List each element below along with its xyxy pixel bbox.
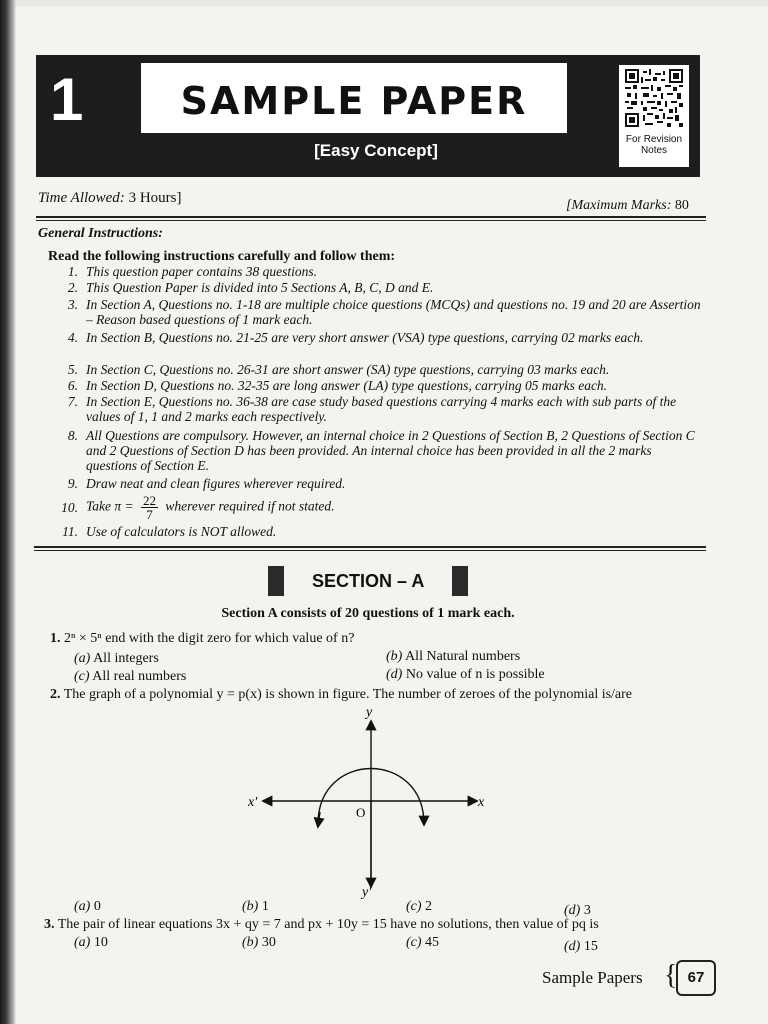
marks-label: [Maximum Marks: <box>566 198 672 213</box>
option-text: 45 <box>425 935 440 950</box>
option-label: (d) <box>564 903 581 918</box>
section-title: SECTION – A <box>312 571 425 591</box>
instruction-text: This question paper contains 38 questions. <box>86 264 318 279</box>
option-a[interactable] <box>74 651 159 667</box>
x-prime-label: x′ <box>248 795 258 810</box>
polynomial-graph <box>236 700 506 900</box>
divider-bottom <box>34 546 706 548</box>
option-text: 15 <box>583 939 598 954</box>
fraction-numerator: 22 <box>143 493 157 508</box>
option-label: (a) <box>74 899 91 914</box>
fraction-denominator: 7 <box>146 507 153 522</box>
option-text: All integers <box>93 651 159 666</box>
instructions-intro: Read the following instructions carefully and follow them: <box>48 249 396 264</box>
option-label: (c) <box>406 899 422 914</box>
question-number: 3. <box>44 917 55 932</box>
question-text: The pair of linear equations 3x + qy = 7 and px + 10y = 15 have no solutions, then value of pq is <box>57 917 599 932</box>
qr-code-icon <box>625 69 683 127</box>
instruction-number: 10. <box>61 500 78 515</box>
option-label: (b) <box>242 935 259 950</box>
option-d[interactable] <box>564 939 598 955</box>
paper-number: 1 <box>50 66 84 133</box>
option-text: All real numbers <box>92 669 187 684</box>
question-3 <box>44 917 714 933</box>
option-text: 1 <box>261 899 269 914</box>
option-b[interactable] <box>242 935 276 951</box>
divider-top-thin <box>36 220 706 221</box>
option-label: (b) <box>386 649 403 664</box>
question-1 <box>50 631 354 647</box>
instruction-text: In Section E, Questions no. 36-38 are case study based questions carrying 4 marks each with sub parts of the values of 1, 1 and 2 marks each respectively. <box>86 394 677 424</box>
time-label: Time Allowed: <box>38 190 125 206</box>
section-header <box>268 566 468 596</box>
option-d[interactable] <box>386 667 545 683</box>
option-text: 3 <box>583 903 591 918</box>
top-edge <box>0 0 768 6</box>
page-title: SAMPLE PAPER <box>180 79 528 123</box>
question-number: 2. <box>50 687 61 702</box>
y-label: y <box>366 705 373 720</box>
instructions-heading: General Instructions: <box>38 226 163 241</box>
option-text: 30 <box>261 935 276 950</box>
question-number: 1. <box>50 631 61 646</box>
option-text: No value of n is possible <box>405 667 545 682</box>
option-text: All Natural numbers <box>405 649 521 664</box>
instruction-number: 6. <box>67 378 78 393</box>
option-b[interactable] <box>242 899 269 915</box>
option-label: (b) <box>242 899 259 914</box>
instruction-number: 11. <box>62 524 78 539</box>
instruction-text: In Section C, Questions no. 26-31 are short answer (SA) type questions, carrying 03 marks each. <box>86 362 610 377</box>
maximum-marks <box>566 198 689 214</box>
section-bar-right <box>452 566 468 596</box>
qr-code-block[interactable] <box>619 65 689 167</box>
footer-label: Sample Papers <box>542 968 643 987</box>
option-label: (d) <box>564 939 581 954</box>
option-a[interactable] <box>74 899 101 915</box>
qr-label-line2: Notes <box>640 145 668 156</box>
instruction-text: In Section D, Questions no. 32-35 are long answer (LA) type questions, carrying 05 marks each. <box>86 378 608 393</box>
option-c[interactable] <box>74 669 186 685</box>
option-b[interactable] <box>386 649 520 665</box>
instruction-text: This Question Paper is divided into 5 Sections A, B, C, D and E. <box>86 280 434 295</box>
y-prime-label: y′ <box>362 885 372 900</box>
title-box <box>141 63 567 133</box>
question-text: 2ⁿ × 5ⁿ end with the digit zero for which value of n? <box>64 631 355 646</box>
option-label: (a) <box>74 651 91 666</box>
instruction-number: 4. <box>67 330 78 345</box>
option-label: (d) <box>386 667 403 682</box>
brace-icon: { <box>664 960 678 991</box>
time-allowed <box>38 190 181 207</box>
book-binding-shadow <box>0 0 16 1024</box>
page-subtitle: [Easy Concept] <box>314 141 438 160</box>
marks-value: 80 <box>674 198 689 213</box>
page-number: 67 <box>676 960 716 996</box>
section-bar-left <box>268 566 284 596</box>
instruction-number: 3. <box>67 297 78 312</box>
qr-label-line1: For Revision <box>625 134 683 145</box>
option-text: 0 <box>93 899 101 914</box>
option-label: (c) <box>74 669 90 684</box>
instruction-text-part: Take π = <box>86 498 134 514</box>
instruction-number: 1. <box>67 264 78 279</box>
instruction-number: 5. <box>67 362 78 377</box>
option-text: 10 <box>93 935 108 950</box>
origin-label: O <box>356 805 366 820</box>
option-c[interactable] <box>406 899 432 915</box>
time-value: 3 Hours] <box>128 190 182 206</box>
instruction-number: 2. <box>67 280 78 295</box>
option-label: (a) <box>74 935 91 950</box>
section-description: Section A consists of 20 questions of 1 mark each. <box>221 606 515 621</box>
instruction-number: 9. <box>67 476 78 491</box>
instruction-text: Use of calculators is NOT allowed. <box>86 524 277 539</box>
instruction-text: All Questions are compulsory. However, an internal choice in 2 Questions of Section B, 2 Questions of Section C and 2 Questions of Section D has been provided. An internal choice has been provided in all the 2 marks questions of Section E. <box>86 428 695 473</box>
instruction-number: 7. <box>67 394 78 409</box>
fraction <box>141 494 158 521</box>
instruction-text-part: wherever required if not stated. <box>165 498 335 514</box>
divider-bottom-thin <box>34 550 706 551</box>
question-text: The graph of a polynomial y = p(x) is shown in figure. The number of zeroes of the polynomial is/are <box>63 687 633 702</box>
instruction-text: In Section B, Questions no. 21-25 are very short answer (VSA) type questions, carrying 02 marks each. <box>86 330 644 345</box>
option-text: 2 <box>425 899 433 914</box>
instruction-text <box>86 494 702 521</box>
instruction-number: 8. <box>67 428 78 443</box>
instruction-text: In Section A, Questions no. 1-18 are multiple choice questions (MCQs) and questions no. 19 and 20 are Assertion – Reason based questions of 1 mark each. <box>86 297 701 327</box>
option-c[interactable] <box>406 935 439 951</box>
instruction-text: Draw neat and clean figures wherever required. <box>86 476 346 491</box>
qr-label <box>619 134 689 156</box>
x-label: x <box>478 795 485 810</box>
header-banner <box>36 55 700 177</box>
option-label: (c) <box>406 935 422 950</box>
divider-top <box>36 216 706 218</box>
option-a[interactable] <box>74 935 108 951</box>
